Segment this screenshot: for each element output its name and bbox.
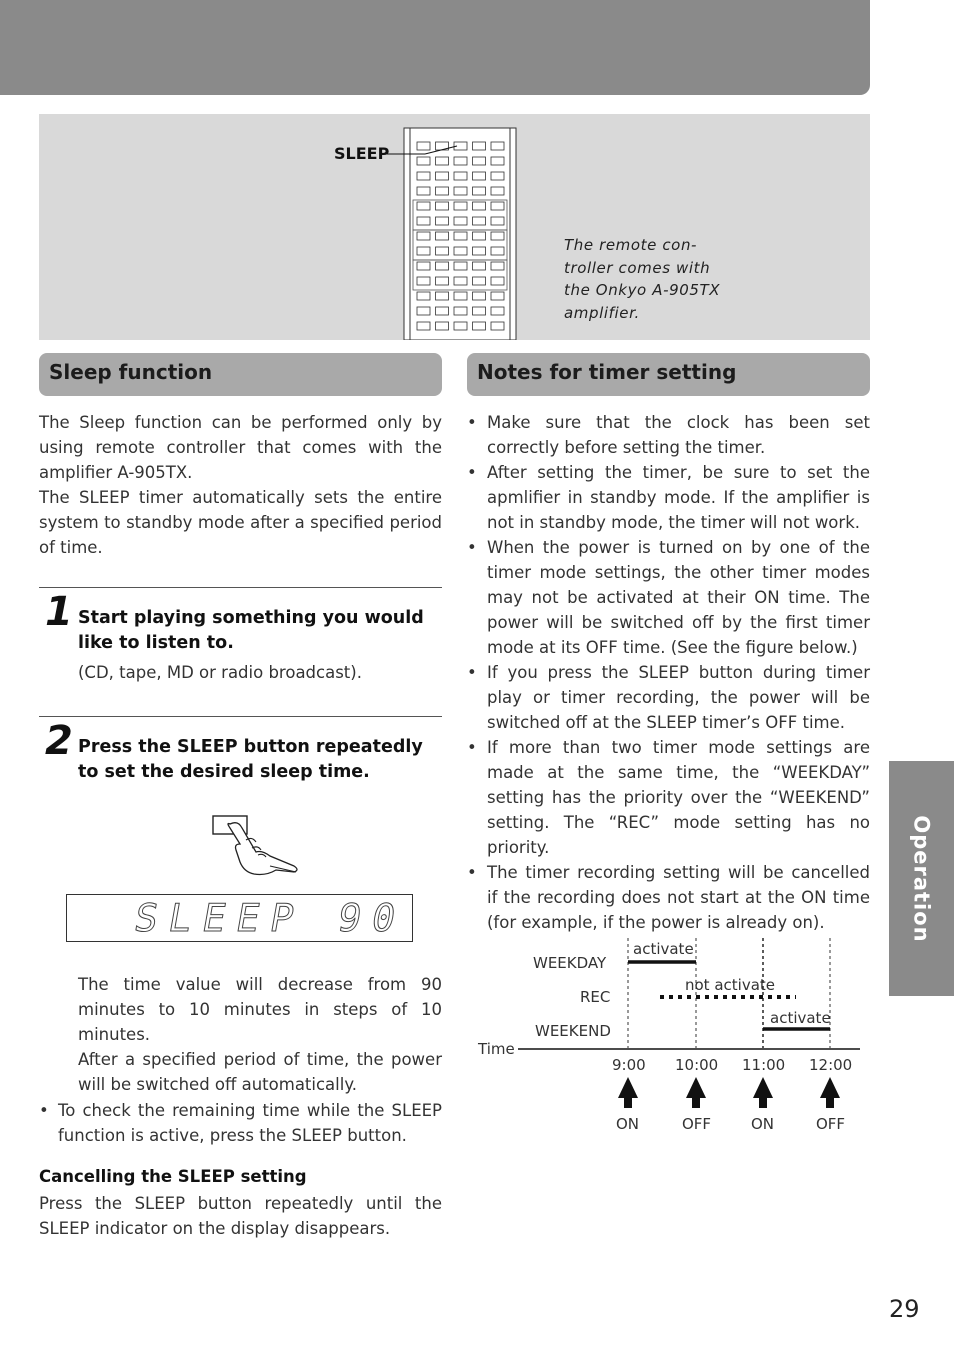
time-tick-label: 10:00 [675,1056,719,1074]
remote-button [473,187,486,195]
remote-button [454,307,467,315]
timer-notes-list [467,410,870,935]
step2-description [78,972,442,1097]
event-label: OFF [682,1115,712,1133]
remote-button [417,247,430,255]
remote-button [491,277,504,285]
remote-button [436,307,449,315]
timer-note-text: Make sure that the clock has been set correctly before setting the timer. [487,413,870,457]
step2-title: Press the SLEEP button repeatedly to set the desired sleep time. [78,737,423,782]
remote-button [491,172,504,180]
remote-button [491,307,504,315]
timer-note-text: The timer recording setting will be cancelled if the recording does not start at the ON time (for example, if the power is already on). [487,863,870,932]
arrow-up-icon [820,1077,840,1108]
remote-button [417,232,430,240]
remote-button [491,217,504,225]
remote-button [473,217,486,225]
bullet: • [467,413,477,432]
remote-button [473,307,486,315]
timer-note-text: If more than two timer mode settings are made at the same time, the “WEEKDAY” setting has the priority over the “WEEKEND” setting. The “REC” mode setting has no priority. [487,738,870,857]
timer-timeline-diagram [470,930,870,1140]
row-label-weekday: WEEKDAY [533,954,607,972]
step2-number: 2 [45,718,73,764]
remote-button [417,277,430,285]
remote-button [454,277,467,285]
remote-button [454,172,467,180]
remote-button [436,277,449,285]
timer-note-text: When the power is turned on by one of the timer mode settings, the other timer modes may not be activated at their ON time. The power will be switched off by the first timer mode at its OFF time. (See the figure below.) [487,538,870,657]
remote-button [491,262,504,270]
sleep-intro [39,410,442,560]
remote-button [473,277,486,285]
weekend-activate-label: activate [770,1009,831,1027]
bullet: • [467,738,477,757]
remote-button [436,172,449,180]
page-number: 29 [889,1295,920,1323]
remote-button [436,187,449,195]
remote-button [417,172,430,180]
remote-button [473,157,486,165]
remote-button [491,322,504,330]
remote-button [491,157,504,165]
sleep-function-header: Sleep function [39,353,442,396]
row-label-weekend: WEEKEND [535,1022,611,1040]
remote-button [417,217,430,225]
timer-note [467,410,870,460]
sleep-tip [39,1098,442,1148]
sleep-intro-para-1: The Sleep function can be performed only by using remote controller that comes with the amplifier A-905TX. [39,413,442,482]
time-tick-label: 11:00 [742,1056,786,1074]
event-label: OFF [816,1115,846,1133]
timer-note [467,735,870,860]
bullet: • [39,1101,49,1120]
remote-button [454,247,467,255]
remote-button [473,322,486,330]
remote-button [491,187,504,195]
bullet: • [467,538,477,557]
remote-button [417,292,430,300]
weekday-activate-label: activate [633,940,694,958]
event-label: ON [751,1115,775,1133]
remote-button [454,322,467,330]
step1-subtext: (CD, tape, MD or radio broadcast). [78,663,362,682]
bullet: • [467,663,477,682]
remote-button [473,202,486,210]
remote-button [491,232,504,240]
bullet: • [467,463,477,482]
arrow-up-icon [753,1077,773,1108]
remote-button [473,172,486,180]
remote-button [436,202,449,210]
remote-button [491,142,504,150]
step2-desc-para-1: The time value will decrease from 90 minutes to 10 minutes in steps of 10 minutes. [78,975,442,1044]
remote-button [491,292,504,300]
time-tick-label: 9:00 [612,1056,646,1074]
cancel-sleep-text: Press the SLEEP button repeatedly until the SLEEP indicator on the display disappears. [39,1194,442,1238]
timer-note-text: After setting the timer, be sure to set the apmlifier in standby mode. If the amplifier is not in standby mode, the timer will not work. [487,463,870,532]
remote-button [436,292,449,300]
sleep-tip-text: To check the remaining time while the SLEEP function is active, press the SLEEP button. [58,1101,442,1145]
remote-button [473,142,486,150]
remote-button [473,247,486,255]
sleep-callout-label: SLEEP [334,144,390,163]
timer-note [467,860,870,935]
step2-desc-para-2: After a specified period of time, the power will be switched off automatically. [78,1050,442,1094]
remote-button [417,202,430,210]
remote-button [436,262,449,270]
remote-button [454,262,467,270]
rec-not-activate-label: not activate [685,976,775,994]
cancel-sleep-title: Cancelling the SLEEP setting [39,1167,307,1186]
timer-note [467,535,870,660]
remote-button [491,247,504,255]
remote-button [417,307,430,315]
remote-button [454,217,467,225]
sleep-intro-para-2: The SLEEP timer automatically sets the entire system to standby mode after a specified period of time. [39,488,442,557]
operation-side-tab-label [889,761,954,996]
timer-note [467,660,870,735]
remote-button [473,232,486,240]
row-label-rec: REC [580,988,611,1006]
timer-note [467,460,870,535]
remote-button [436,247,449,255]
remote-button [417,322,430,330]
remote-button [454,202,467,210]
timer-note-text: If you press the SLEEP button during timer play or timer recording, the power will be switched off at the SLEEP timer’s OFF time. [487,663,870,732]
remote-button [454,292,467,300]
event-label: ON [616,1115,640,1133]
remote-button [417,262,430,270]
remote-button [417,187,430,195]
lcd-display-text: SLEEP 90 [131,896,410,940]
remote-button [436,217,449,225]
step1-title: Start playing something you would like to listen to. [78,608,424,653]
remote-button [436,322,449,330]
remote-button [454,232,467,240]
axis-label-time: Time [478,1040,515,1058]
time-tick-label: 12:00 [809,1056,853,1074]
arrow-up-icon [618,1077,638,1108]
remote-button [436,232,449,240]
step2-divider [39,716,442,717]
top-banner [0,0,870,95]
operation-tab-text: Operation [909,814,934,943]
hand-pressing-button-icon [208,810,300,876]
remote-caption: The remote con-troller comes with the Onkyo A-905TX amplifier. [564,236,721,322]
remote-button [491,202,504,210]
remote-button [473,262,486,270]
timer-notes-header: Notes for timer setting [467,353,870,396]
remote-button [454,187,467,195]
step1-divider [39,587,442,588]
remote-button [473,292,486,300]
step1-number: 1 [45,589,73,635]
sleep-callout-line [380,140,460,160]
arrow-up-icon [686,1077,706,1108]
bullet: • [467,863,477,882]
